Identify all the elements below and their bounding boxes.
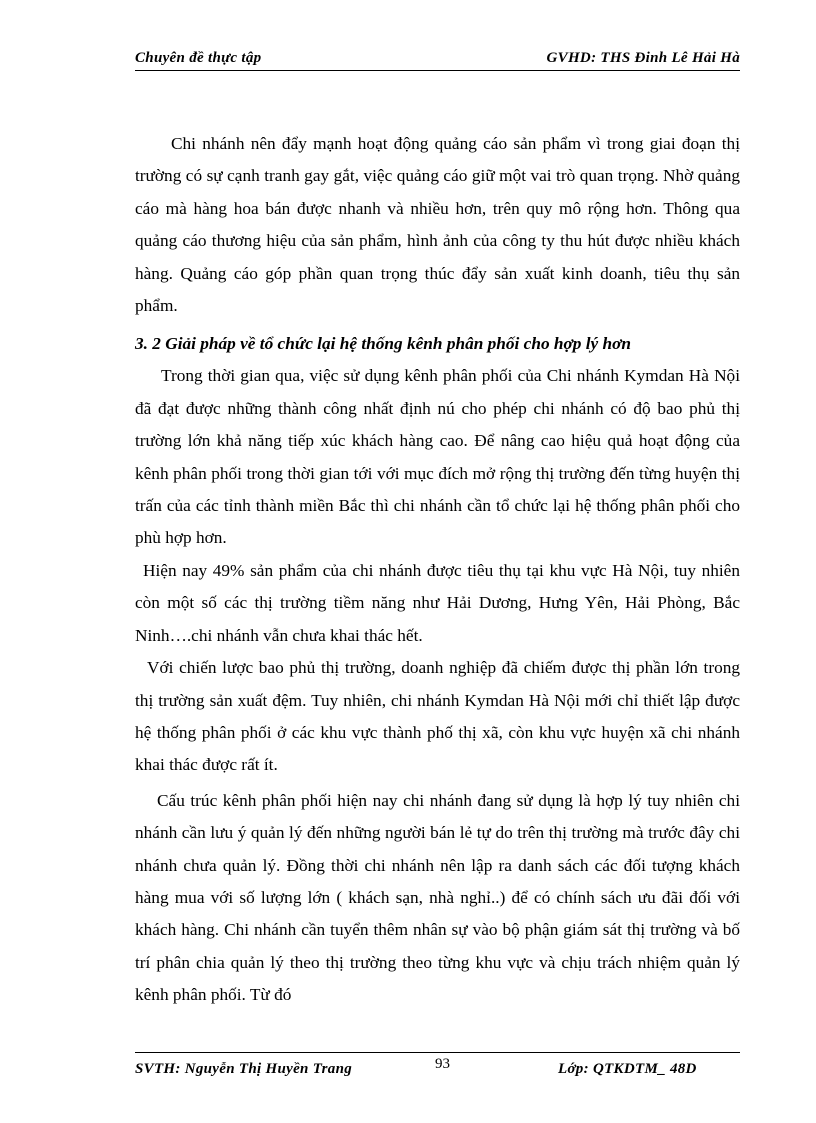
paragraph-market-share: Hiện nay 49% sản phẩm của chi nhánh được tiêu thụ tại khu vực Hà Nội, tuy nhiên còn một số các thị trường tiềm năng như Hải Dương, Hưng Yên, Hải Phòng, Bắc Ninh….chi nhánh vẫn chưa khai thác hết.: [135, 560, 740, 645]
paragraph-distribution-channel: Trong thời gian qua, việc sử dụng kênh phân phối của Chi nhánh Kymdan Hà Nội đã đạt được những thành công nhất định nú cho phép chi nhánh có độ bao phủ thị trường lớn khả năng tiếp xúc khách hàng cao. Để nâng cao hiệu quả hoạt động của kênh phân phối trong thời gian tới với mục đích mở rộng thị trường đến từng huyện thị trấn của các tỉnh thành miền Bắc thì chi nhánh cần tổ chức lại hệ thống phân phối cho phù hợp hơn.: [135, 366, 740, 548]
header-supervisor: GVHD: THS Đinh Lê Hải Hà: [546, 50, 740, 66]
paragraph-coverage-strategy: Với chiến lược bao phủ thị trường, doanh nghiệp đã chiếm được thị phần lớn trong thị trường sản xuất đệm. Tuy nhiên, chi nhánh Kymdan Hà Nội mới chỉ thiết lập được hệ thống phân phối ở các khu vực thành phố thị xã, còn khu vực huyện xã chi nhánh khai thác được rất ít.: [135, 658, 740, 775]
paragraph-advertising: Chi nhánh nên đẩy mạnh hoạt động quảng cáo sản phẩm vì trong giai đoạn thị trường có sự cạnh tranh gay gắt, việc quảng cáo giữ một vai trò quan trọng. Nhờ quảng cáo mà hàng hoa bán được nhanh và nhiều hơn, trên quy mô rộng hơn. Thông qua quảng cáo thương hiệu của sản phẩm, hình ảnh của công ty thu hút được nhiều khách hàng. Quảng cáo góp phần quan trọng thúc đẩy sản xuất kinh doanh, tiêu thụ sản phẩm.: [135, 134, 740, 316]
section-heading: 3. 2 Giải pháp về tổ chức lại hệ thống kênh phân phối cho hợp lý hơn: [135, 334, 632, 354]
page-number: 93: [435, 1056, 450, 1072]
page-header: [135, 48, 740, 71]
header-document-type: Chuyên đề thực tập: [135, 50, 262, 66]
page-footer: [135, 1052, 740, 1079]
footer-student: SVTH: Nguyễn Thị Huyền Trang: [135, 1061, 353, 1077]
document-body: [135, 128, 740, 1012]
paragraph-channel-structure: Cấu trúc kênh phân phối hiện nay chi nhánh đang sử dụng là hợp lý tuy nhiên chi nhánh cần lưu ý quản lý đến những người bán lẻ tự do trên thị trường mà trước đây chi nhánh chưa quản lý. Đồng thời chi nhánh nên lập ra danh sách các đối tượng khách hàng mua với số lượng lớn ( khách sạn, nhà nghỉ..) để có chính sách ưu đãi đối với khách hàng. Chi nhánh cần tuyển thêm nhân sự vào bộ phận giám sát thị trường và bố trí phân chia quản lý theo thị trường theo từng khu vực và chịu trách nhiệm quản lý kênh phân phối. Từ đó: [135, 790, 740, 1005]
footer-class: Lớp: QTKDTM_ 48D: [558, 1061, 697, 1077]
